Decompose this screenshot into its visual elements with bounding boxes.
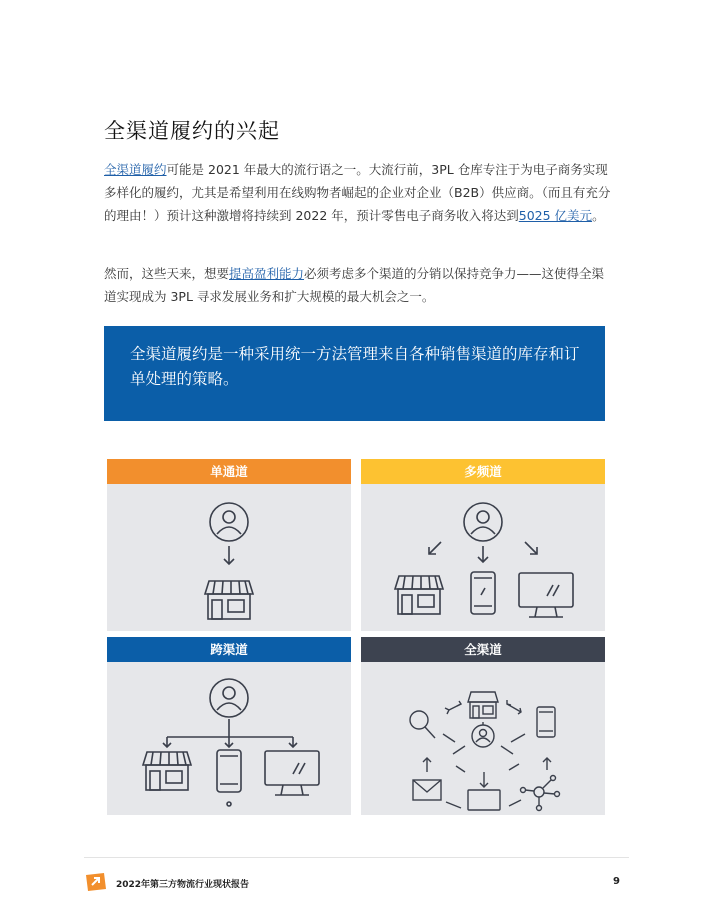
store-icon [205,581,253,619]
customer-icon [210,679,248,717]
bidirectional-arrows-icon [423,700,551,808]
arrow-down-right-icon [525,542,537,554]
smartphone-icon [471,572,495,614]
mail-icon [413,780,441,800]
smartphone-icon [537,707,555,737]
store-icon [468,692,498,718]
multichannel-header: 多频道 [361,459,605,484]
customer-icon [464,503,502,541]
customer-icon [472,725,494,747]
connector-lines-icon [163,719,297,747]
store-icon [395,576,443,614]
single-channel-illustration [107,484,351,631]
orange-arrow-logo-icon [84,872,108,892]
customer-icon [210,503,248,541]
arrow-down-icon [478,546,488,562]
footer-report-title: 2022年第三方物流行业现状报告 [116,880,250,890]
network-nodes-icon [521,776,560,811]
store-icon [143,752,191,790]
intro-paragraph [104,158,614,227]
arrow-down-icon [224,546,234,564]
footer-divider [84,857,629,858]
monitor-icon [265,751,319,795]
monitor-icon [519,573,573,617]
omnichannel-panel [361,637,605,815]
monitor-icon [468,772,500,810]
page-title: 全渠道履约的兴起 [104,119,280,143]
multichannel-panel [361,459,605,631]
intro-text: 可能是 2021 年最大的流行语之一。大流行前，3PL 仓库专注于为电子商务实现多样化的履约，尤其是希望利用在线购物者崛起的企业对企业（B2B）供应商。（而且有充分的理由！）预计这种激增将持续到 2022 年，预计零售电子商务收入将达到 [104,162,611,223]
cross-channel-header: 跨渠道 [107,637,351,662]
magnifier-icon [410,711,435,738]
omnichannel-fulfillment-link[interactable]: 全渠道履约 [104,162,167,177]
omnichannel-illustration [361,662,605,815]
cross-channel-illustration [107,662,351,815]
arrow-down-left-icon [429,542,441,554]
intro-text-end: 。 [592,208,605,223]
revenue-link[interactable]: 5025 亿美元 [518,208,593,223]
cross-channel-panel [107,637,351,815]
second-text-end: 必须考虑多个渠道的分销以保持竞争力——这使得全渠道实现成为 3PL 寻求发展业务和扩大规模的最大机会之一。 [104,266,605,304]
omnichannel-header: 全渠道 [361,637,605,662]
single-channel-header: 单通道 [107,459,351,484]
second-paragraph [104,262,614,308]
second-text-start: 然而，这些天来，想要 [104,266,230,281]
smartphone-icon [217,750,241,806]
single-channel-panel [107,459,351,631]
profitability-link[interactable]: 提高盈利能力 [229,266,305,281]
definition-callout: 全渠道履约是一种采用统一方法管理来自各种销售渠道的库存和订单处理的策略。 [104,326,605,421]
page-number: 9 [613,876,620,887]
multichannel-illustration [361,484,605,631]
